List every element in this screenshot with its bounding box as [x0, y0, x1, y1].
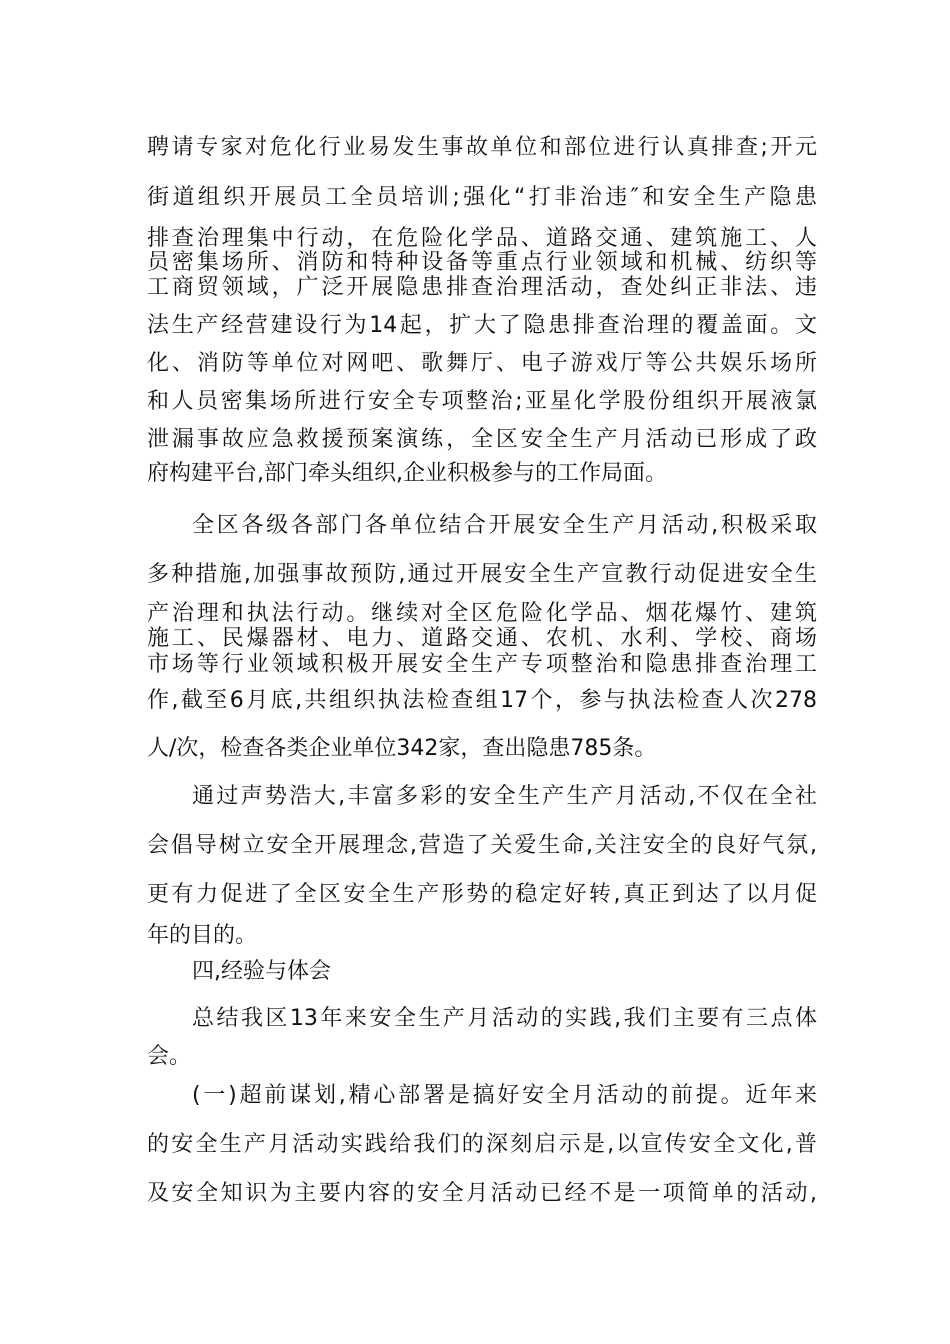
text-line: 排查治理集中行动，在危险化学品、道路交通、建筑施工、人: [147, 226, 817, 251]
text-line: 的安全生产月活动实践给我们的深刻启示是,以宣传安全文化,普: [147, 1132, 817, 1157]
paragraph-first-line: 全区各级各部门各单位结合开展安全生产月活动,积极采取: [192, 513, 817, 538]
text-line: 府构建平台,部门牵头组织,企业积极参与的工作局面。: [147, 461, 667, 486]
text-line: 多种措施,加强事故预防,通过开展安全生产宣教行动促进安全生: [147, 562, 817, 587]
text-line: 市场等行业领域积极开展安全生产专项整治和隐患排查治理工: [147, 652, 817, 677]
section-heading: 四,经验与体会: [192, 959, 331, 984]
text-line: 人/次，检查各类企业单位342家，查出隐患785条。: [147, 736, 657, 761]
text-line: 更有力促进了全区安全生产形势的稳定好转,真正到达了以月促: [147, 882, 817, 907]
text-line: 会。: [147, 1044, 192, 1069]
text-line: 年的目的。: [147, 923, 258, 948]
paragraph-first-line: (一)超前谋划,精心部署是搞好安全月活动的前提。近年来: [192, 1083, 817, 1108]
text-line: 员密集场所、消防和特种设备等重点行业领域和机械、纺织等: [147, 250, 817, 275]
text-line: 化、消防等单位对网吧、歌舞厅、电子游戏厅等公共娱乐场所: [147, 351, 817, 376]
text-line: 和人员密集场所进行安全专项整治;亚星化学股份组织开展液氯: [147, 389, 817, 414]
text-line: 街道组织开展员工全员培训;强化“打非治违″和安全生产隐患: [147, 185, 817, 210]
text-line: 作,截至6月底,共组织执法检查组17个，参与执法检查人次278: [147, 688, 817, 713]
text-line: 会倡导树立安全开展理念,营造了关爱生命,关注安全的良好气氛,: [147, 833, 817, 858]
text-line: 聘请专家对危化行业易发生事故单位和部位进行认真排查;开元: [147, 135, 817, 160]
text-line: 施工、民爆器材、电力、道路交通、农机、水利、学校、商场: [147, 626, 817, 651]
text-line: 工商贸领域，广泛开展隐患排查治理活动，查处纠正非法、违: [147, 275, 817, 300]
text-line: 产治理和执法行动。继续对全区危险化学品、烟花爆竹、建筑: [147, 601, 817, 626]
text-line: 及安全知识为主要内容的安全月活动已经不是一项简单的活动,: [147, 1181, 817, 1206]
text-line: 法生产经营建设行为14起，扩大了隐患排查治理的覆盖面。文: [147, 313, 817, 338]
text-line: 泄漏事故应急救援预案演练，全区安全生产月活动已形成了政: [147, 427, 817, 452]
paragraph-first-line: 通过声势浩大,丰富多彩的安全生产生产月活动,不仅在全社: [192, 784, 817, 809]
paragraph-first-line: 总结我区13年来安全生产月活动的实践,我们主要有三点体: [192, 1006, 817, 1031]
